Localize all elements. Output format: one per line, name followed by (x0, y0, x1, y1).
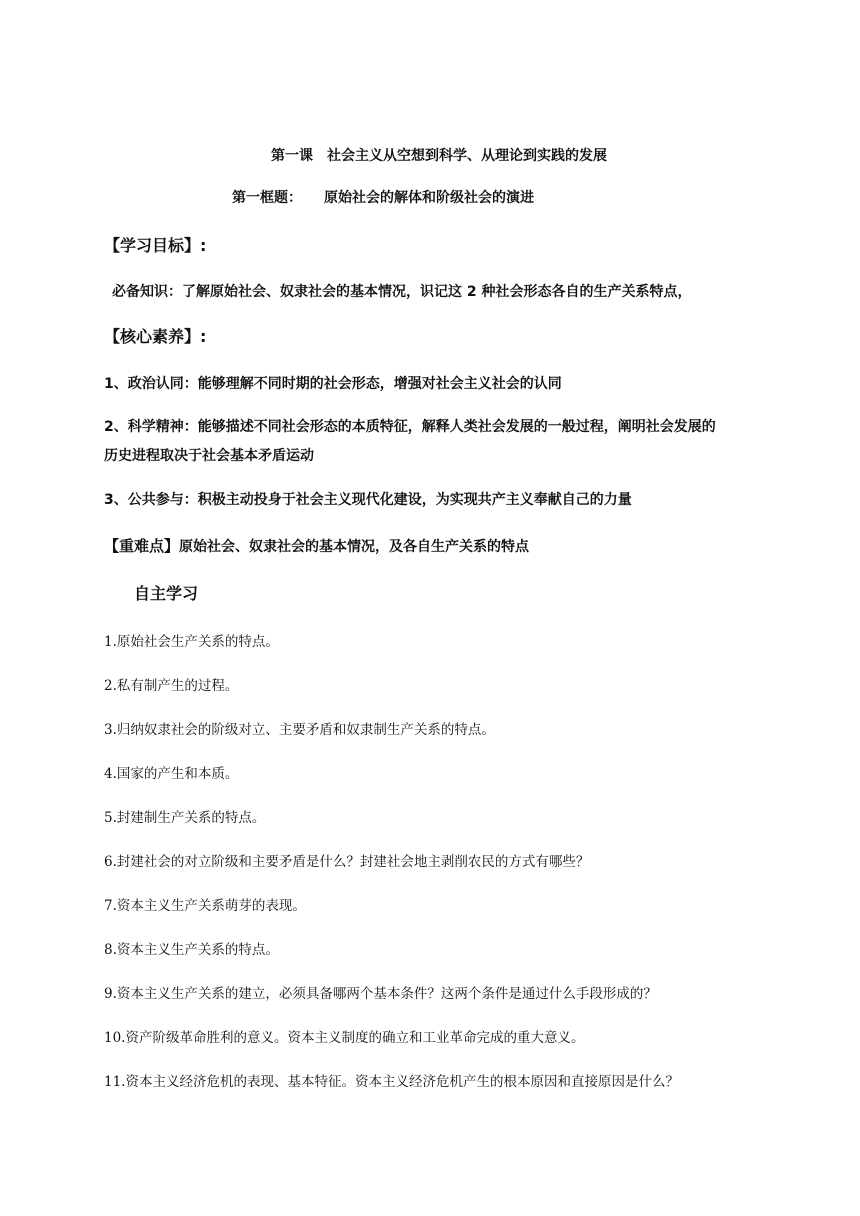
question-item: 3.归纳奴隶社会的阶级对立、主要矛盾和奴隶制生产关系的特点。 (104, 722, 495, 738)
question-item: 11.资本主义经济危机的表现、基本特征。资本主义经济危机产生的根本原因和直接原因是什么？ (104, 1074, 679, 1090)
section-title-row (232, 187, 534, 207)
question-item: 6.封建社会的对立阶级和主要矛盾是什么？封建社会地主剥削农民的方式有哪些？ (104, 854, 590, 870)
question-item: 4.国家的产生和本质。 (104, 766, 239, 782)
question-item: 7.资本主义生产关系萌芽的表现。 (104, 898, 306, 914)
question-item: 5.封建制生产关系的特点。 (104, 810, 266, 826)
literacy-heading: 【核心素养】: (104, 327, 207, 346)
lesson-title: 第一课 社会主义从空想到科学、从理论到实践的发展 (271, 148, 607, 164)
section-title: 原始社会的解体和阶级社会的演进 (324, 190, 534, 206)
question-item: 1.原始社会生产关系的特点。 (104, 634, 279, 650)
section-prefix: 第一框题： (232, 190, 302, 206)
question-item: 9.资本主义生产关系的建立，必须具备哪两个基本条件？这两个条件是通过什么手段形成的？ (104, 986, 657, 1002)
question-item: 8.资本主义生产关系的特点。 (104, 942, 279, 958)
question-item: 2.私有制产生的过程。 (104, 678, 239, 694)
literacy-item-2-line-2: 历史进程取决于社会基本矛盾运动 (104, 448, 314, 464)
key-points-row (104, 535, 529, 556)
literacy-item-2-line-1: 2、科学精神：能够描述不同社会形态的本质特征，解释人类社会发展的一般过程，阐明社会发展的 (104, 419, 716, 435)
objectives-heading: 【学习目标】: (104, 236, 207, 255)
key-points-text: 原始社会、奴隶社会的基本情况，及各自生产关系的特点 (179, 539, 530, 555)
literacy-item-1: 1、政治认同：能够理解不同时期的社会形态，增强对社会主义社会的认同 (104, 376, 562, 392)
self-study-heading: 自主学习 (134, 584, 199, 603)
literacy-item-3: 3、公共参与：积极主动投身于社会主义现代化建设，为实现共产主义奉献自己的力量 (104, 492, 632, 508)
key-points-label: 【重难点】 (104, 537, 180, 555)
objectives-knowledge: 必备知识：了解原始社会、奴隶社会的基本情况，识记这 2 种社会形态各自的生产关系特点， (112, 284, 692, 300)
question-item: 10.资产阶级革命胜利的意义。资本主义制度的确立和工业革命完成的重大意义。 (104, 1030, 585, 1046)
